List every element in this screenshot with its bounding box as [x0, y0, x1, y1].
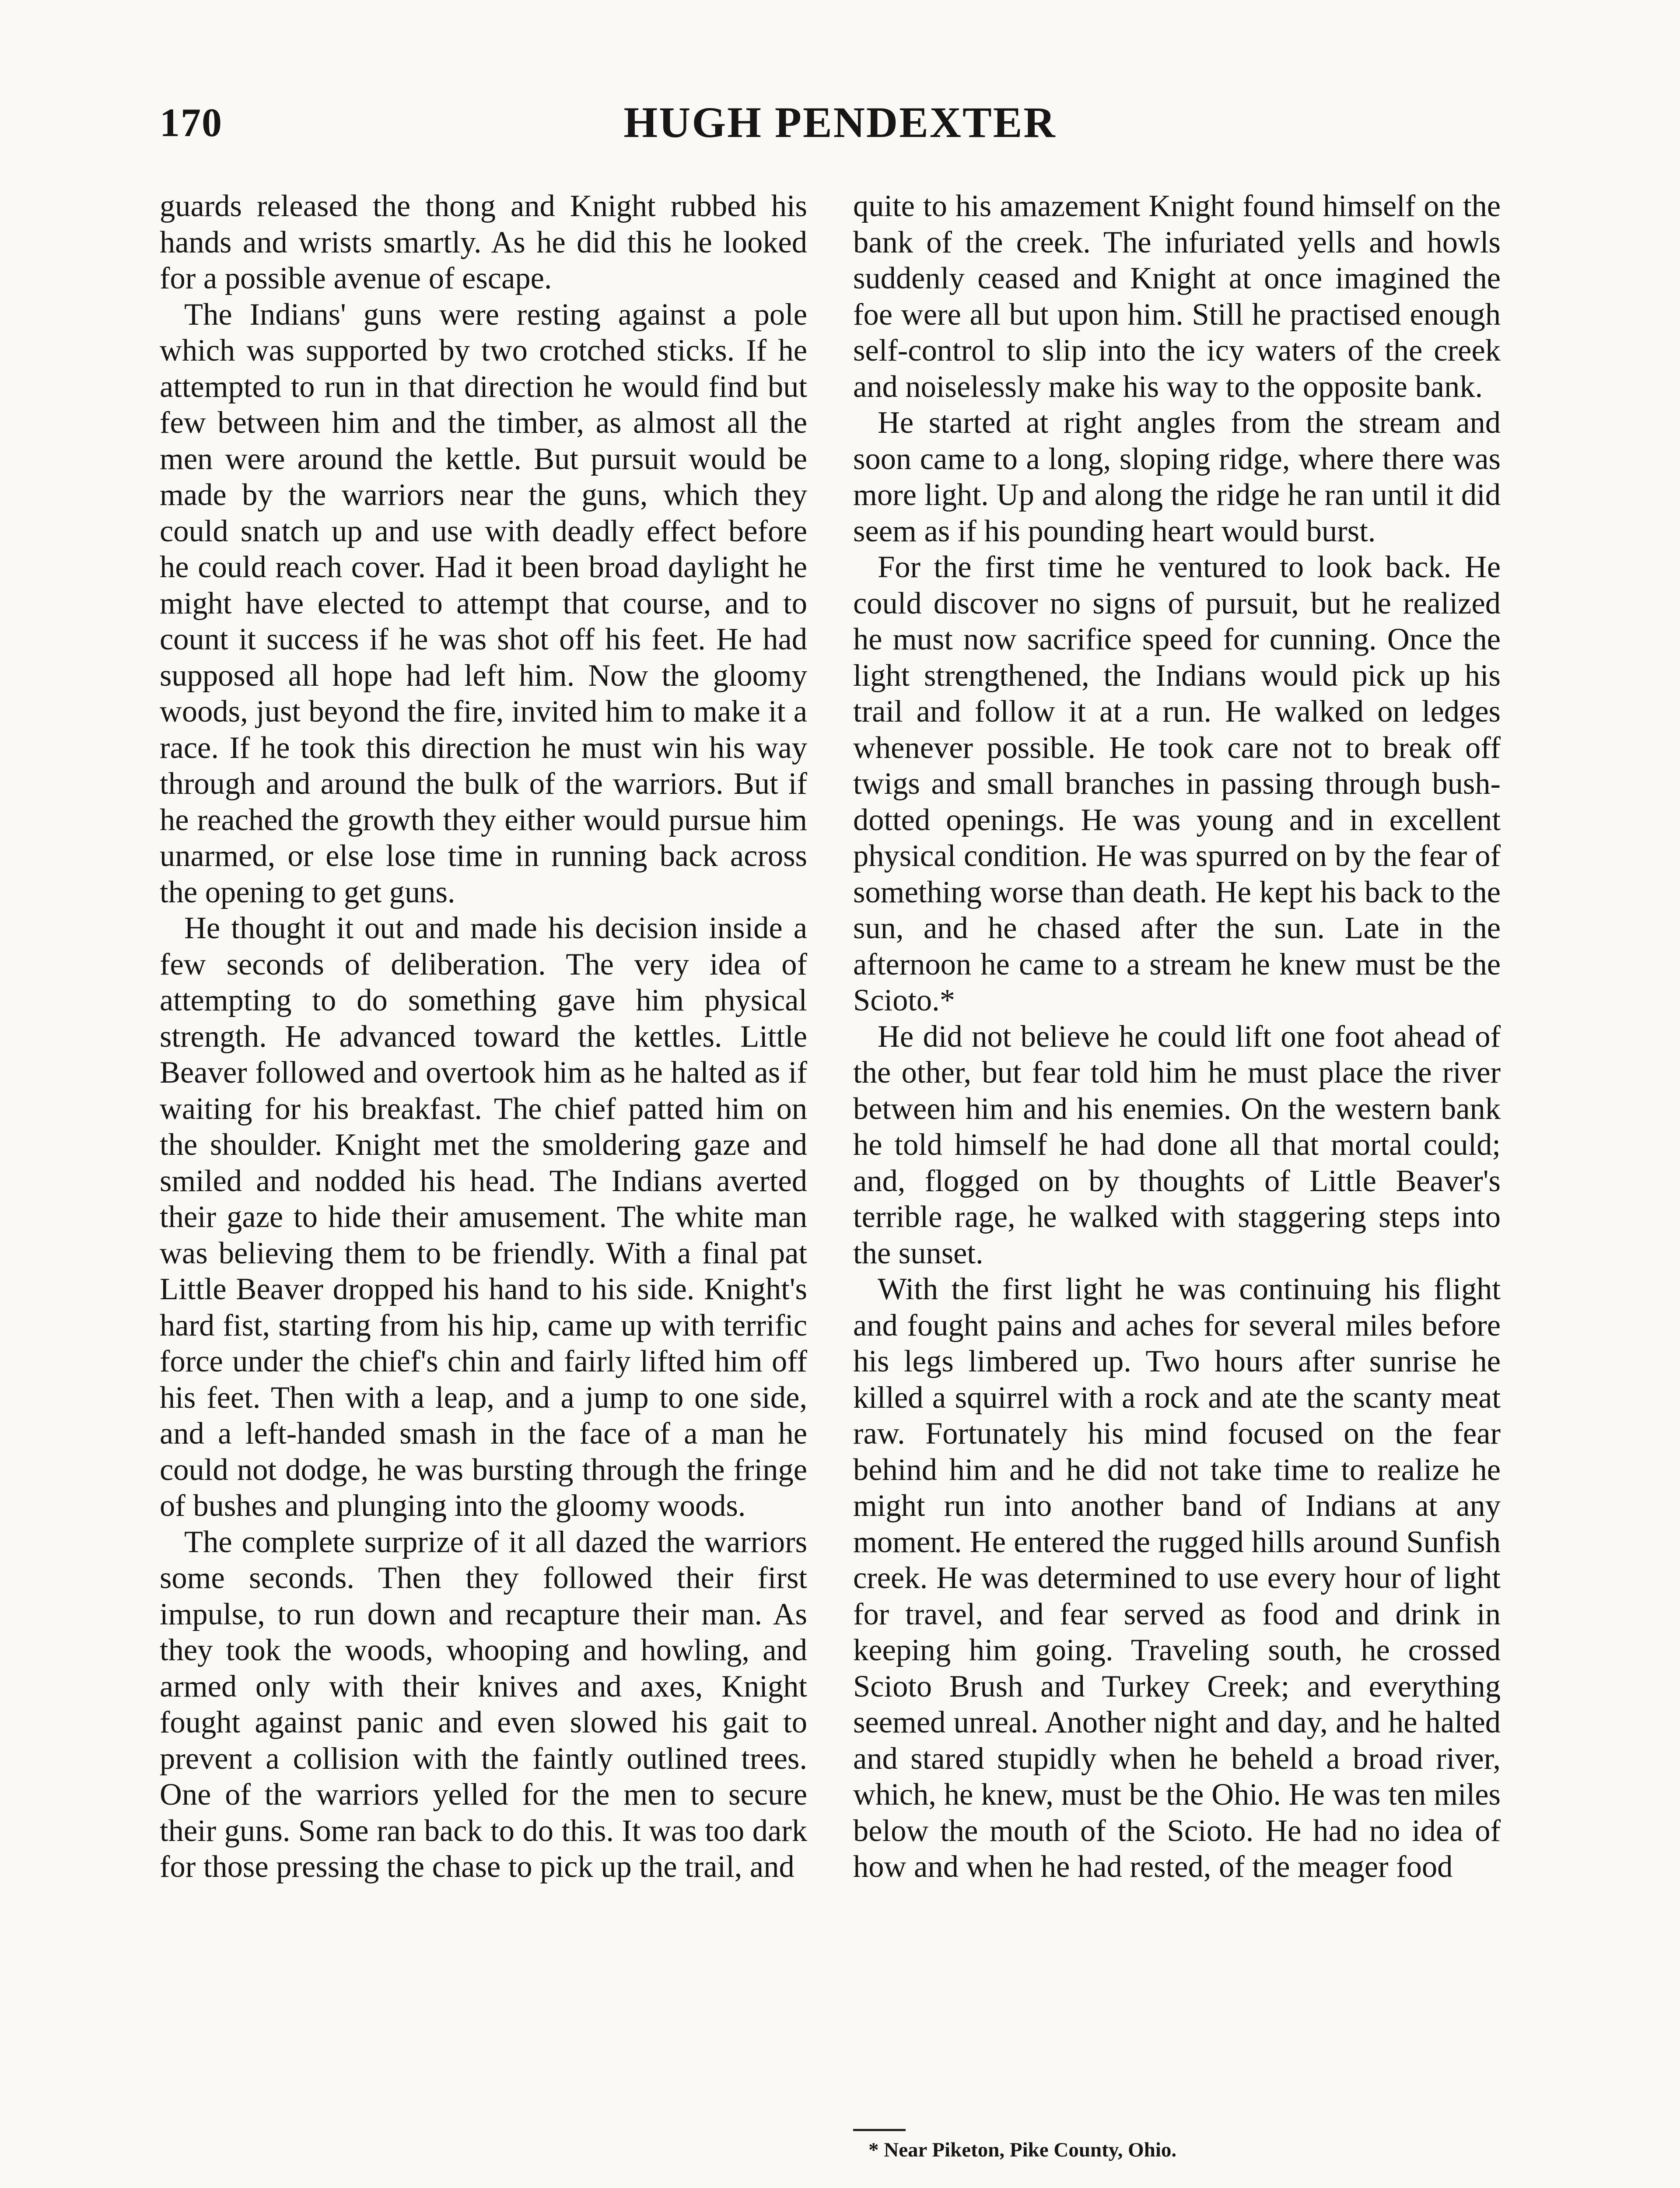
right-column	[853, 188, 1501, 1885]
paragraph: With the first light he was continuing his flight and fought pains and aches for several miles before his legs limbered up. Two hours after sunrise he killed a squirrel with a rock and ate the scanty meat raw. Fortunately his mind focused on the fear behind him and he did not take time to realize he might run into another band of Indians at any moment. He entered the rugged hills around Sunfish creek. He was determined to use every hour of light for travel, and fear served as food and drink in keeping him going. Traveling south, he crossed Scioto Brush and Turkey Creek; and everything seemed unreal. Another night and day, and he halted and stared stupidly when he beheld a broad river, which, he knew, must be the Ohio. He was ten miles below the mouth of the Scioto. He had no idea of how and when he had rested, of the meager food	[853, 1272, 1501, 1884]
paragraph: For the first time he ventured to look back. He could discover no signs of pursuit, but he realized he must now sacrifice speed for cunning. Once the light strengthened, the Indians would pick up his trail and follow it at a run. He walked on ledges whenever possible. He took care not to break off twigs and small branches in passing through bush-dotted openings. He was young and in excellent physical condition. He was spurred on by the fear of something worse than death. He kept his back to the sun, and he chased after the sun. Late in the afternoon he came to a stream he knew must be the Scioto.*	[853, 550, 1501, 1017]
running-head	[0, 94, 1680, 151]
footnote: * Near Piketon, Pike County, Ohio.	[868, 2139, 1177, 2161]
footnote-rule	[853, 2129, 906, 2131]
paragraph: The Indians' guns were resting against a pole which was supported by two crotched sticks. If he attempted to run in that direction he would find but few between him and the timber, as almost all the men were around the kettle. But pursuit would be made by the warriors near the guns, which they could snatch up and use with deadly effect before he could reach cover. Had it been broad daylight he might have elected to attempt that course, and to count it success if he was shot off his feet. He had supposed all hope had left him. Now the gloomy woods, just beyond the fire, invited him to make it a race. If he took this direction he must win his way through and around the bulk of the warriors. But if he reached the growth they either would pursue him unarmed, or else lose time in running back across the opening to get guns.	[160, 297, 807, 909]
paragraph: He started at right angles from the stream and soon came to a long, sloping ridge, where there was more light. Up and along the ridge he ran until it did seem as if his pounding heart would burst.	[853, 406, 1501, 548]
page-number: 170	[160, 100, 223, 145]
paragraph: He thought it out and made his decision inside a few seconds of deliberation. The very idea of attempting to do something gave him physical strength. He advanced toward the kettles. Little Beaver followed and overtook him as he halted as if waiting for his breakfast. The chief patted him on the shoulder. Knight met the smoldering gaze and smiled and nodded his head. The Indians averted their gaze to hide their amusement. The white man was believing them to be friendly. With a final pat Little Beaver dropped his hand to his side. Knight's hard fist, starting from his hip, came up with terrific force under the chief's chin and fairly lifted him off his feet. Then with a leap, and a jump to one side, and a left-handed smash in the face of a man he could not dodge, he was bursting through the fringe of bushes and plunging into the gloomy woods.	[160, 911, 807, 1523]
page-title: HUGH PENDEXTER	[623, 98, 1057, 147]
paragraph: He did not believe he could lift one foot ahead of the other, but fear told him he must place the river between him and his enemies. On the western bank he told himself he had done all that mortal could; and, flogged on by thoughts of Little Beaver's terrible rage, he walked with staggering steps into the sunset.	[853, 1019, 1501, 1270]
paragraph: guards released the thong and Knight rubbed his hands and wrists smartly. As he did this he looked for a possible avenue of escape.	[160, 189, 807, 295]
paragraph: quite to his amazement Knight found himself on the bank of the creek. The infuriated yells and howls suddenly ceased and Knight at once imagined the foe were all but upon him. Still he practised enough self-control to slip into the icy waters of the creek and noiselessly make his way to the opposite bank.	[853, 189, 1501, 404]
left-column	[160, 188, 807, 1885]
paragraph: The complete surprize of it all dazed the warriors some seconds. Then they followed their first impulse, to run down and recapture their man. As they took the woods, whooping and howling, and armed only with their knives and axes, Knight fought against panic and even slowed his gait to prevent a collision with the faintly outlined trees. One of the warriors yelled for the men to secure their guns. Some ran back to do this. It was too dark for those pressing the chase to pick up the trail, and	[160, 1525, 807, 1884]
